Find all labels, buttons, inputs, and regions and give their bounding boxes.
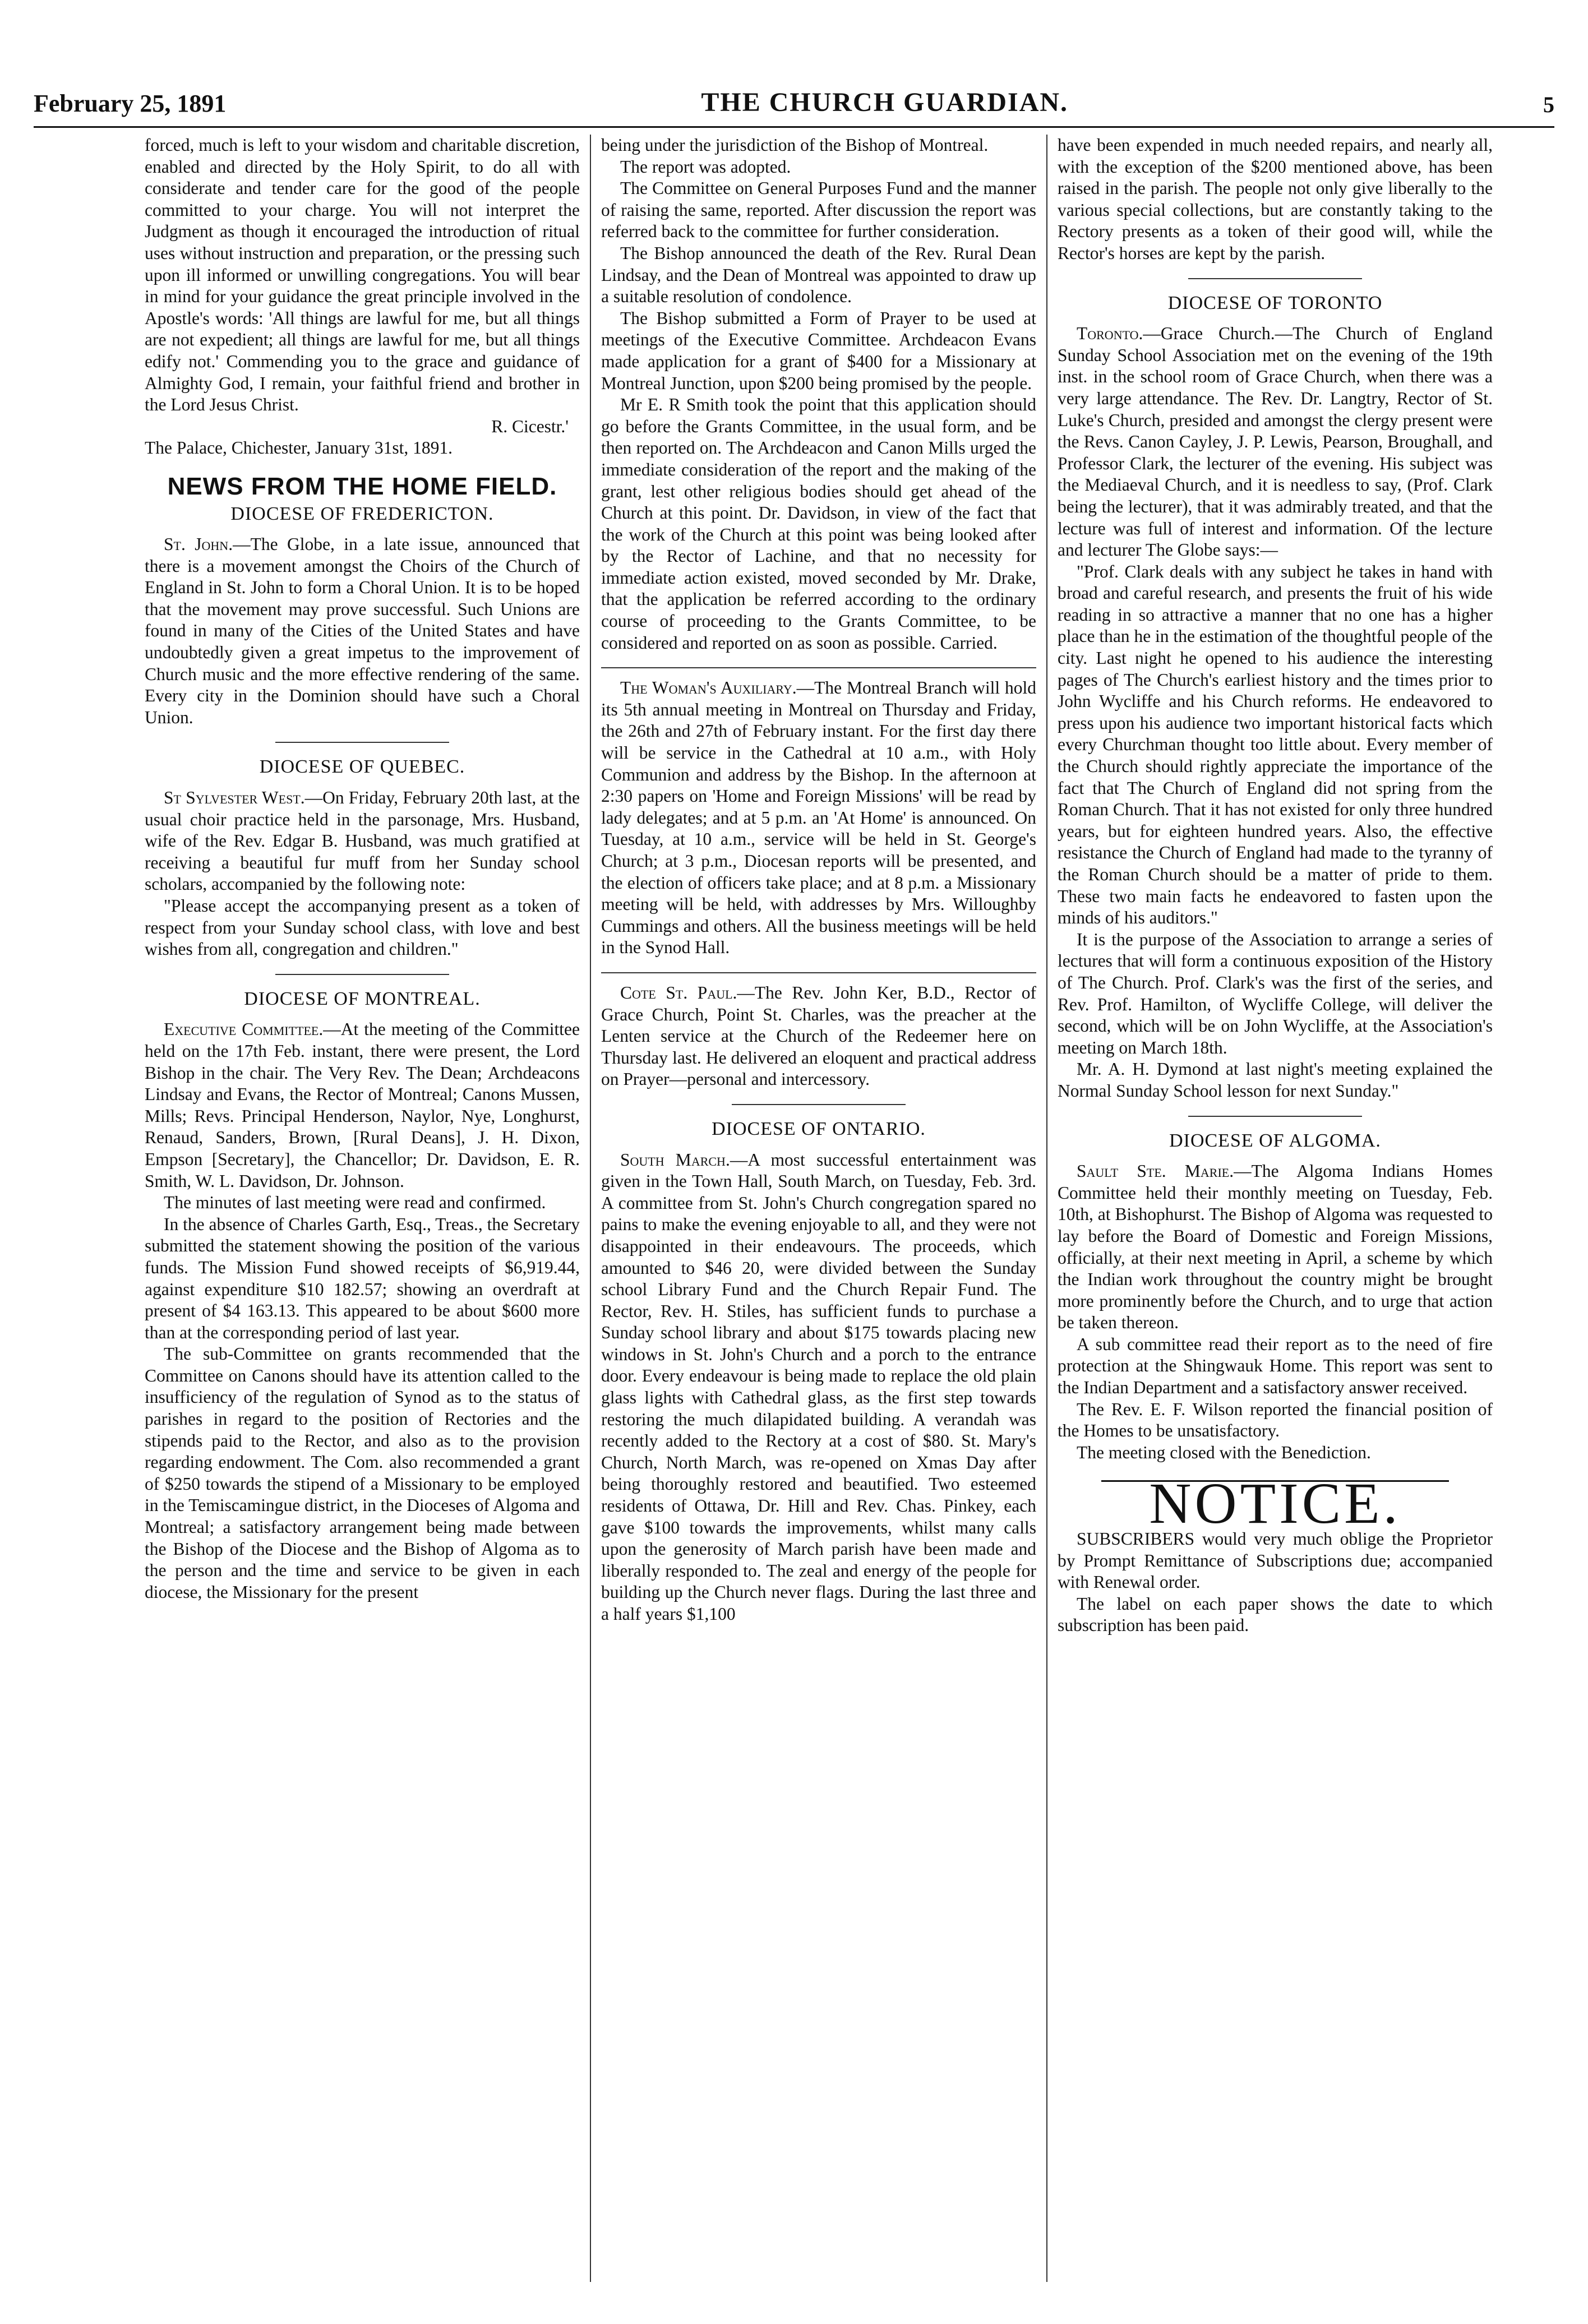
paragraph-algoma: [1058, 1161, 1493, 1334]
paragraph-toronto: [1058, 323, 1493, 561]
heading-toronto: DIOCESE OF TORONTO: [1167, 292, 1383, 313]
text-fredericton: —The Globe, in a late issue, announced that there is a movement amongst the Choirs of the Church of England in St. John to form a Choral Union. It is to be hoped that the movement may prove successful. Such Unions are found in many of the Cities of the United States and have undoubtedly given a great impetus to the improvement of Church music and the more effective rendering of the same. Every city in the Dominion should have such a Choral Union.: [145, 534, 580, 727]
paragraph-montreal-3: In the absence of Charles Garth, Esq., Treas., the Secretary submitted the statement showing the position of the various funds. The Mission Fund showed receipts of $6,919.44, against expenditure $10 182.57; showing an overdraft at present of $4 163.13. This appeared to be about $600 more than at the corresponding period of last year.: [145, 1214, 580, 1342]
header-rule: [34, 126, 1554, 128]
separator: [275, 974, 449, 975]
paragraph-montreal-1: [145, 1019, 580, 1192]
separator: [1188, 1116, 1362, 1117]
text-ontario: —A most successful entertainment was given in the Town Hall, South March, on Tuesday, Feb. 3rd. A committee from St. John's Church congregation spared no pains to make the evening enjoyable to all, and they were not disappointed in their endeavours. The proceeds, which amounted to $46 20, were divided between the Sunday school Library Fund and the Church Repair Fund. The Rector, Rev. H. Stiles, has sufficient funds to purchase a Sunday school library and about $175 towards placing new windows in St. John's Church and a porch to the entrance door. Every endeavour is being made to replace the old plain glass lights with Cathedral glass, as the first step towards restoring the much dilapidated building. A verandah was recently added to the Rectory at a cost of $80. St. Mary's Church, North March, was re-opened on Xmas Day after being thoroughly restored and beautified. Two esteemed residents of Ottawa, Dr. Hill and Rev. Chas. Pinkey, each gave $100 towards the improvements, whilst many calls upon the generosity of March parish have been made and liberally responded to. The zeal and energy of the people for building up the Church never flags. During the last three and a half years $1,100: [601, 1149, 1036, 1624]
paragraph-montreal-2: The minutes of last meeting were read and confirmed.: [164, 1193, 546, 1213]
lead-st-john: St. John.: [164, 534, 233, 555]
notice-title: NOTICE.: [1149, 1471, 1401, 1536]
letter-signature: R. Cicestr.': [491, 416, 569, 436]
notice-text-2: The label on each paper shows the date to which subscription has been paid.: [1058, 1593, 1493, 1635]
quote-globe: "Prof. Clark deals with any subject he takes in hand with broad and careful research, and presents the fruit of his wide reading in so attractive a manner that no one has a higher place than he in the estimation of the thoughtful people of the city. Last night he opened to his audience the interesting pages of The Church's earliest history and the times prior to John Wycliffe and his Church reforms. He endeavored to press upon his audience two important historical facts which every Churchman thought too little about. Every member of the Church should rightly appreciate the importance of the fact that The Church of England did not spring from the Roman Church. That it has not existed for only three hundred years, but for eighteen hundred years. Also, the effective resistance the Church of England had made to the tyranny of the Roman Church should be a matter of pride to them. These two main facts he endeavored to fasten upon the minds of his auditors.": [1058, 561, 1493, 928]
newspaper-title: THE CHURCH GUARDIAN.: [701, 87, 1069, 117]
text-cote-st-paul: —The Rev. John Ker, B.D., Rector of Grace Church, Point St. Charles, was the preacher at the Lenten service at the Church of the Redeemer here on Thursday last. He delivered an eloquent and practical address on Prayer—personal and intercessory.: [601, 982, 1036, 1089]
paragraph-womans-auxiliary: [601, 677, 1036, 959]
heading-algoma: DIOCESE OF ALGOMA.: [1169, 1130, 1381, 1151]
separator: [732, 1104, 906, 1105]
notice-text-1: SUBSCRIBERS would very much oblige the Proprietor by Prompt Remittance of Subscriptions due; accompanied with Renewal order.: [1058, 1529, 1493, 1592]
text-womans-auxiliary: —The Montreal Branch will hold its 5th annual meeting in Montreal on Thursday and Friday, the 26th and 27th of February instant. For the first day there will be service in the Cathedral at 10 a.m., with Holy Communion and address by the Bishop. In the afternoon at 2:30 papers on 'Home and Foreign Missions' will be read by lady delegates; and at 5 p.m. an 'At Home' is announced. On Tuesday, at 10 a.m., service will be held in St. George's Church; at 3 p.m., Diocesan reports will be presented, and the election of officers take place; and at 8 p.m. a Missionary meeting will be held, with addresses by Mrs. Willoughby Cummings and others. All the business meetings will be held in the Synod Hall.: [601, 678, 1037, 958]
lead-st-sylvester: St Sylvester West.: [164, 788, 305, 808]
text-toronto: —Grace Church.—The Church of England Sunday School Association met on the evening of the 19th inst. in the school room of Grace Church, when there was a very large attendance. The Rev. Dr. Langtry, Rector of St. Luke's Church, presided and amongst the clergy present were the Revs. Canon Cayley, J. P. Lewis, Pearson, Broughall, and Professor Clark, the lecturer of the evening. His subject was the Mediaeval Church, and it is needless to say, (Prof. Clark being the lecturer), that it was admirably treated, and that the lecture was full of interest and information. Of the lecture and lecturer The Globe says:—: [1058, 324, 1493, 560]
paragraph-montreal-9: The Bishop submitted a Form of Prayer to be used at meetings of the Executive Committee. Archdeacon Evans made application for a grant of $400 for a Missionary at Montreal Junction, upon $200 being promised by the people.: [601, 308, 1036, 393]
separator: [275, 742, 449, 743]
lead-toronto: Toronto.: [1077, 324, 1143, 344]
text-quebec: —On Friday, February 20th last, at the usual choir practice held in the parsonage, Mrs. Husband, wife of the Rev. Edgar B. Husband, was much gratified at receiving a beautiful fur muff from her Sunday school scholars, accompanied by the following note:: [145, 788, 580, 894]
column-2: [590, 135, 1046, 2282]
heading-quebec: DIOCESE OF QUEBEC.: [259, 756, 465, 778]
text-montreal-1: —At the meeting of the Committee held on the 17th Feb. instant, there were present, the Lord Bishop in the chair. The Very Rev. The Dean; Archdeacons Lindsay and Evans, the Rector of Montreal; Canons Mussen, Mills; Revs. Principal Henderson, Naylor, Nye, Longhurst, Renaud, Sanders, Brown, [Rural Deans], J. H. Dixon, Empson [Secretary], the Chancellor; Dr. Davidson, E. R. Smith, W. L. Davidson, Dr. Johnson.: [145, 1019, 580, 1191]
paragraph-algoma-4: The meeting closed with the Benediction.: [1077, 1442, 1371, 1462]
page-number: 5: [1543, 92, 1554, 117]
heading-montreal: DIOCESE OF MONTREAL.: [244, 988, 481, 1009]
separator: [601, 972, 1036, 973]
paragraph-montreal-10: Mr E. R Smith took the point that this application should go before the Grants Committee, in the usual form, and be then reported on. The Archdeacon and Canon Mills urged the immediate consideration of the report and the making of the grant, lest other religious bodies should get ahead of the Church at this point. Dr. Davidson, in view of the fact that the work of the Church at this point was being looked after by the Rector of Lachine, and that no necessity for immediate action existed, moved seconded by Mr. Drake, that the application be referred according to the ordinary course of proceeding to the Grants Committee, to be considered and reported on as soon as possible. Carried.: [601, 395, 1036, 653]
column-3: [1046, 135, 1503, 2282]
issue-date: February 25, 1891: [34, 90, 227, 117]
lead-sault-ste-marie: Sault Ste. Marie.: [1077, 1161, 1234, 1181]
article-columns: [135, 135, 1503, 2282]
lead-womans-auxiliary: The Woman's Auxiliary.: [620, 678, 797, 698]
lead-cote-st-paul: Cote St. Paul.: [620, 982, 737, 1002]
paragraph-algoma-3: The Rev. E. F. Wilson reported the financial position of the Homes to be unsatisfactory.: [1058, 1399, 1493, 1441]
paragraph-toronto-2: It is the purpose of the Association to arrange a series of lectures that will form a continuous exposition of the History of The Church. Prof. Clark's was the first of the series, and Rev. Prof. Hamilton, of Wycliffe College, will deliver the second, which will be on John Wycliffe, at the Association's meeting on March 18th.: [1058, 929, 1493, 1057]
paragraph-montreal-8: The Bishop announced the death of the Rev. Rural Dean Lindsay, and the Dean of Montreal was appointed to draw up a suitable resolution of condolence.: [601, 243, 1036, 307]
separator: [1188, 278, 1362, 279]
paragraph-ontario: [601, 1149, 1036, 1625]
paragraph-fredericton: [145, 534, 580, 728]
paragraph-quebec: [145, 787, 580, 895]
quote-quebec: "Please accept the accompanying present as a token of respect from your Sunday school class, with love and best wishes from all, congregation and children.": [145, 896, 580, 959]
text-algoma: —The Algoma Indians Homes Committee held their monthly meeting on Tuesday, Feb. 10th, at Bishophurst. The Bishop of Algoma was requested to lay before the Board of Domestic and Foreign Missions, officially, at their next meeting in April, a scheme by which the Indian work throughout the country might be brought more prominently before the Church, and to urge that action be taken thereon.: [1058, 1161, 1493, 1333]
letter-dateline: The Palace, Chichester, January 31st, 1891.: [145, 438, 453, 458]
paragraph-ontario-continued: have been expended in much needed repairs, and nearly all, with the exception of the $200 mentioned above, has been raised in the parish. The people not only give liberally to the various special collections, but are constantly taking to the Rectory presents as a token of their good will, while the Rector's horses are kept by the parish.: [1058, 135, 1493, 263]
lead-south-march: South March.: [620, 1149, 730, 1170]
column-1: [135, 135, 590, 2282]
section-heading-news: NEWS FROM THE HOME FIELD.: [167, 472, 557, 500]
heading-ontario: DIOCESE OF ONTARIO.: [712, 1118, 926, 1139]
letter-text: forced, much is left to your wisdom and charitable discretion, enabled and directed by the Holy Spirit, to do all with considerate and tender care for the good of the people committed to your charge. You will not interpret the Judgment as though it encouraged the introduction of ritual uses without instruction and preparation, or the pressing such upon ill informed or unwilling congregations. You will bear in mind for your guidance the great principle involved in the Apostle's words: 'All things are lawful for me, but all things are not expedient; all things are lawful for me, but all things edify not.' Commending you to the grace and guidance of Almighty God, I remain, your faithful friend and brother in the Lord Jesus Christ.: [145, 135, 580, 415]
lead-executive-committee: Executive Committee.: [164, 1019, 324, 1039]
paragraph-montreal-6: The report was adopted.: [620, 156, 791, 177]
heading-fredericton: DIOCESE OF FREDERICTON.: [230, 503, 494, 524]
paragraph-montreal-4: The sub-Committee on grants recommended that the Committee on Canons should have its attention called to the insufficiency of the regulation of Synod as to the status of parishes in regard to the position of Rectories and the stipends paid to the Rector, and also as to the provision regarding endowment. The Com. also recommended a grant of $250 towards the stipend of a Missionary to be employed in the Temiscamingue district, in the Dioceses of Algoma and Montreal; a satisfactory arrangement being made between the Bishop of the Diocese and the Bishop of Algoma as to the person and the time and service to be given in each diocese, the Missionary for the present: [145, 1344, 580, 1602]
paragraph-algoma-2: A sub committee read their report as to the need of fire protection at the Shingwauk Home. This report was sent to the Indian Department and a satisfactory answer received.: [1058, 1334, 1493, 1398]
paragraph-cote-st-paul: [601, 982, 1036, 1091]
paragraph-montreal-5: being under the jurisdiction of the Bishop of Montreal.: [601, 135, 989, 155]
separator: [601, 667, 1036, 668]
page-header: [34, 84, 1554, 118]
paragraph-montreal-7: The Committee on General Purposes Fund and the manner of raising the same, reported. After discussion the report was referred back to the committee for further consideration.: [601, 178, 1036, 242]
paragraph-toronto-3: Mr. A. H. Dymond at last night's meeting explained the Normal Sunday School lesson for next Sunday.": [1058, 1059, 1493, 1101]
